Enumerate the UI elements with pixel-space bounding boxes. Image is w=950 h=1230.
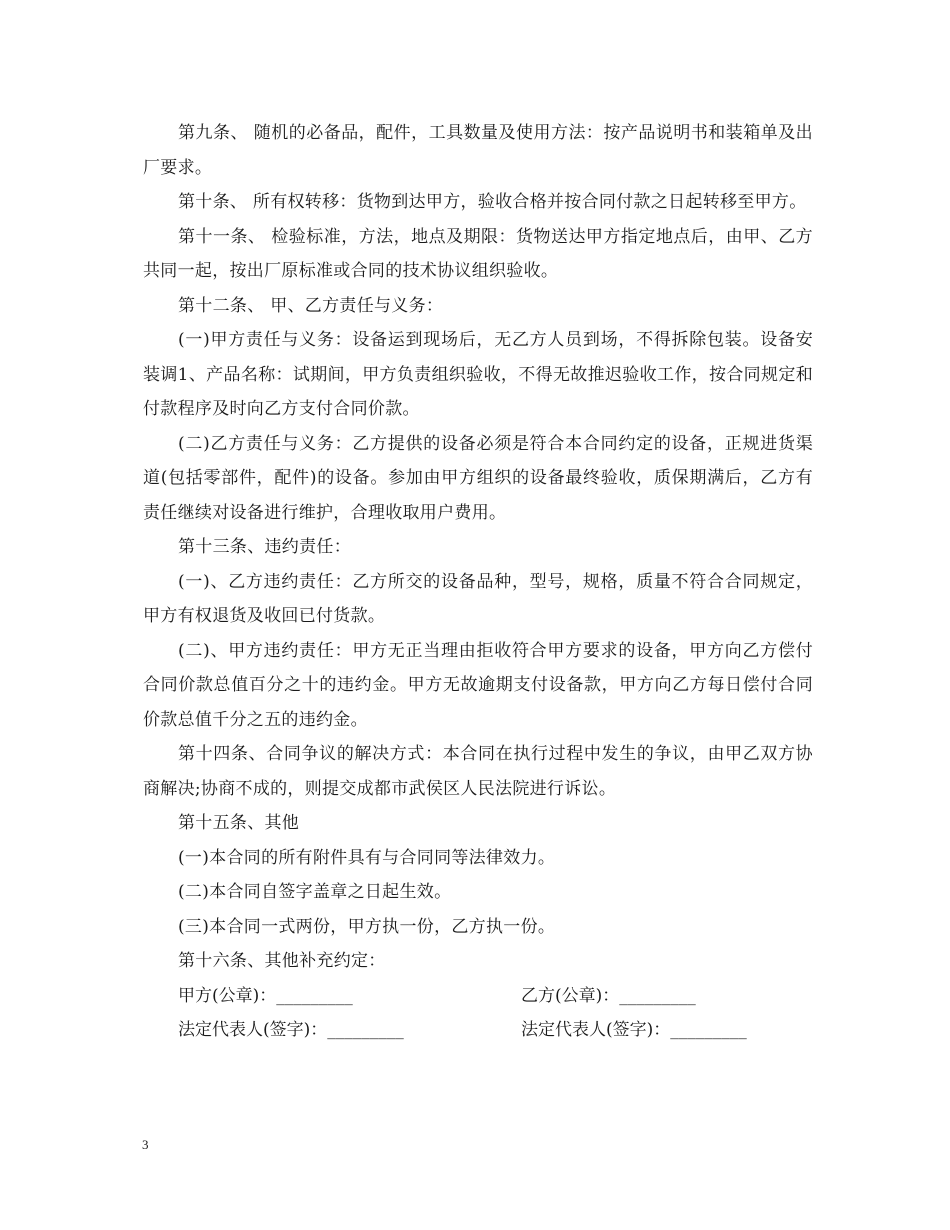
signature-row-seal	[143, 979, 813, 1014]
clause-13-item-2: (二)、甲方违约责任：甲方无正当理由拒收符合甲方要求的设备，甲方向乙方偿付合同价款总值百分之十的违约金。甲方无故逾期支付设备款，甲方向乙方每日偿付合同价款总值千分之五的违约金。	[143, 640, 813, 730]
clause-12-item-1: (一)甲方责任与义务：设备运到现场后，无乙方人员到场，不得拆除包装。设备安装调1、产品名称：试期间，甲方负责组织验收，不得无故推迟验收工作，按合同规定和付款程序及时向乙方支付合同价款。	[143, 330, 813, 419]
page-number: 3	[142, 1137, 149, 1152]
party-b-representative-field: 法定代表人(签字)：_________	[521, 1020, 747, 1040]
clause-15-heading: 第十五条、其他	[178, 813, 300, 833]
clause-13-item-1: (一)、乙方违约责任：乙方所交的设备品种，型号，规格，质量不符合合同规定，甲方有权退货及收回已付货款。	[143, 571, 813, 626]
clause-16-heading: 第十六条、其他补充约定：	[178, 951, 386, 971]
clause-14: 第十四条、合同争议的解决方式：本合同在执行过程中发生的争议，由甲乙双方协商解决;协商不成的，则提交成都市武侯区人民法院进行诉讼。	[143, 744, 813, 799]
clause-12-item-2: (二)乙方责任与义务：乙方提供的设备必须是符合本合同约定的设备，正规进货渠道(包括零部件，配件)的设备。参加由甲方组织的设备最终验收，质保期满后，乙方有责任继续对设备进行维护，合理收取用户费用。	[143, 433, 813, 523]
party-a-representative-field: 法定代表人(签字)：_________	[178, 1020, 404, 1040]
clause-10: 第十条、 所有权转移：货物到达甲方，验收合格并按合同付款之日起转移至甲方。	[178, 192, 807, 212]
party-b-seal-field: 乙方(公章)：_________	[521, 985, 696, 1006]
signature-row-representative	[143, 1013, 813, 1048]
clause-12-heading: 第十二条、 甲、乙方责任与义务：	[178, 295, 444, 316]
clause-9: 第九条、 随机的必备品，配件，工具数量及使用方法：按产品说明书和装箱单及出厂要求。	[143, 123, 813, 178]
clause-11: 第十一条、 检验标准，方法，地点及期限：货物送达甲方指定地点后，由甲、乙方共同一起，按出厂原标准或合同的技术协议组织验收。	[143, 226, 813, 281]
clause-15-item-2: (二)本合同自签字盖章之日起生效。	[178, 882, 452, 902]
party-a-seal-field: 甲方(公章)：_________	[178, 985, 353, 1006]
contract-body	[143, 116, 813, 1048]
clause-13-heading: 第十三条、违约责任：	[178, 537, 351, 557]
clause-15-item-1: (一)本合同的所有附件具有与合同同等法律效力。	[178, 847, 556, 868]
clause-15-item-3: (三)本合同一式两份，甲方执一份，乙方执一份。	[178, 916, 556, 937]
